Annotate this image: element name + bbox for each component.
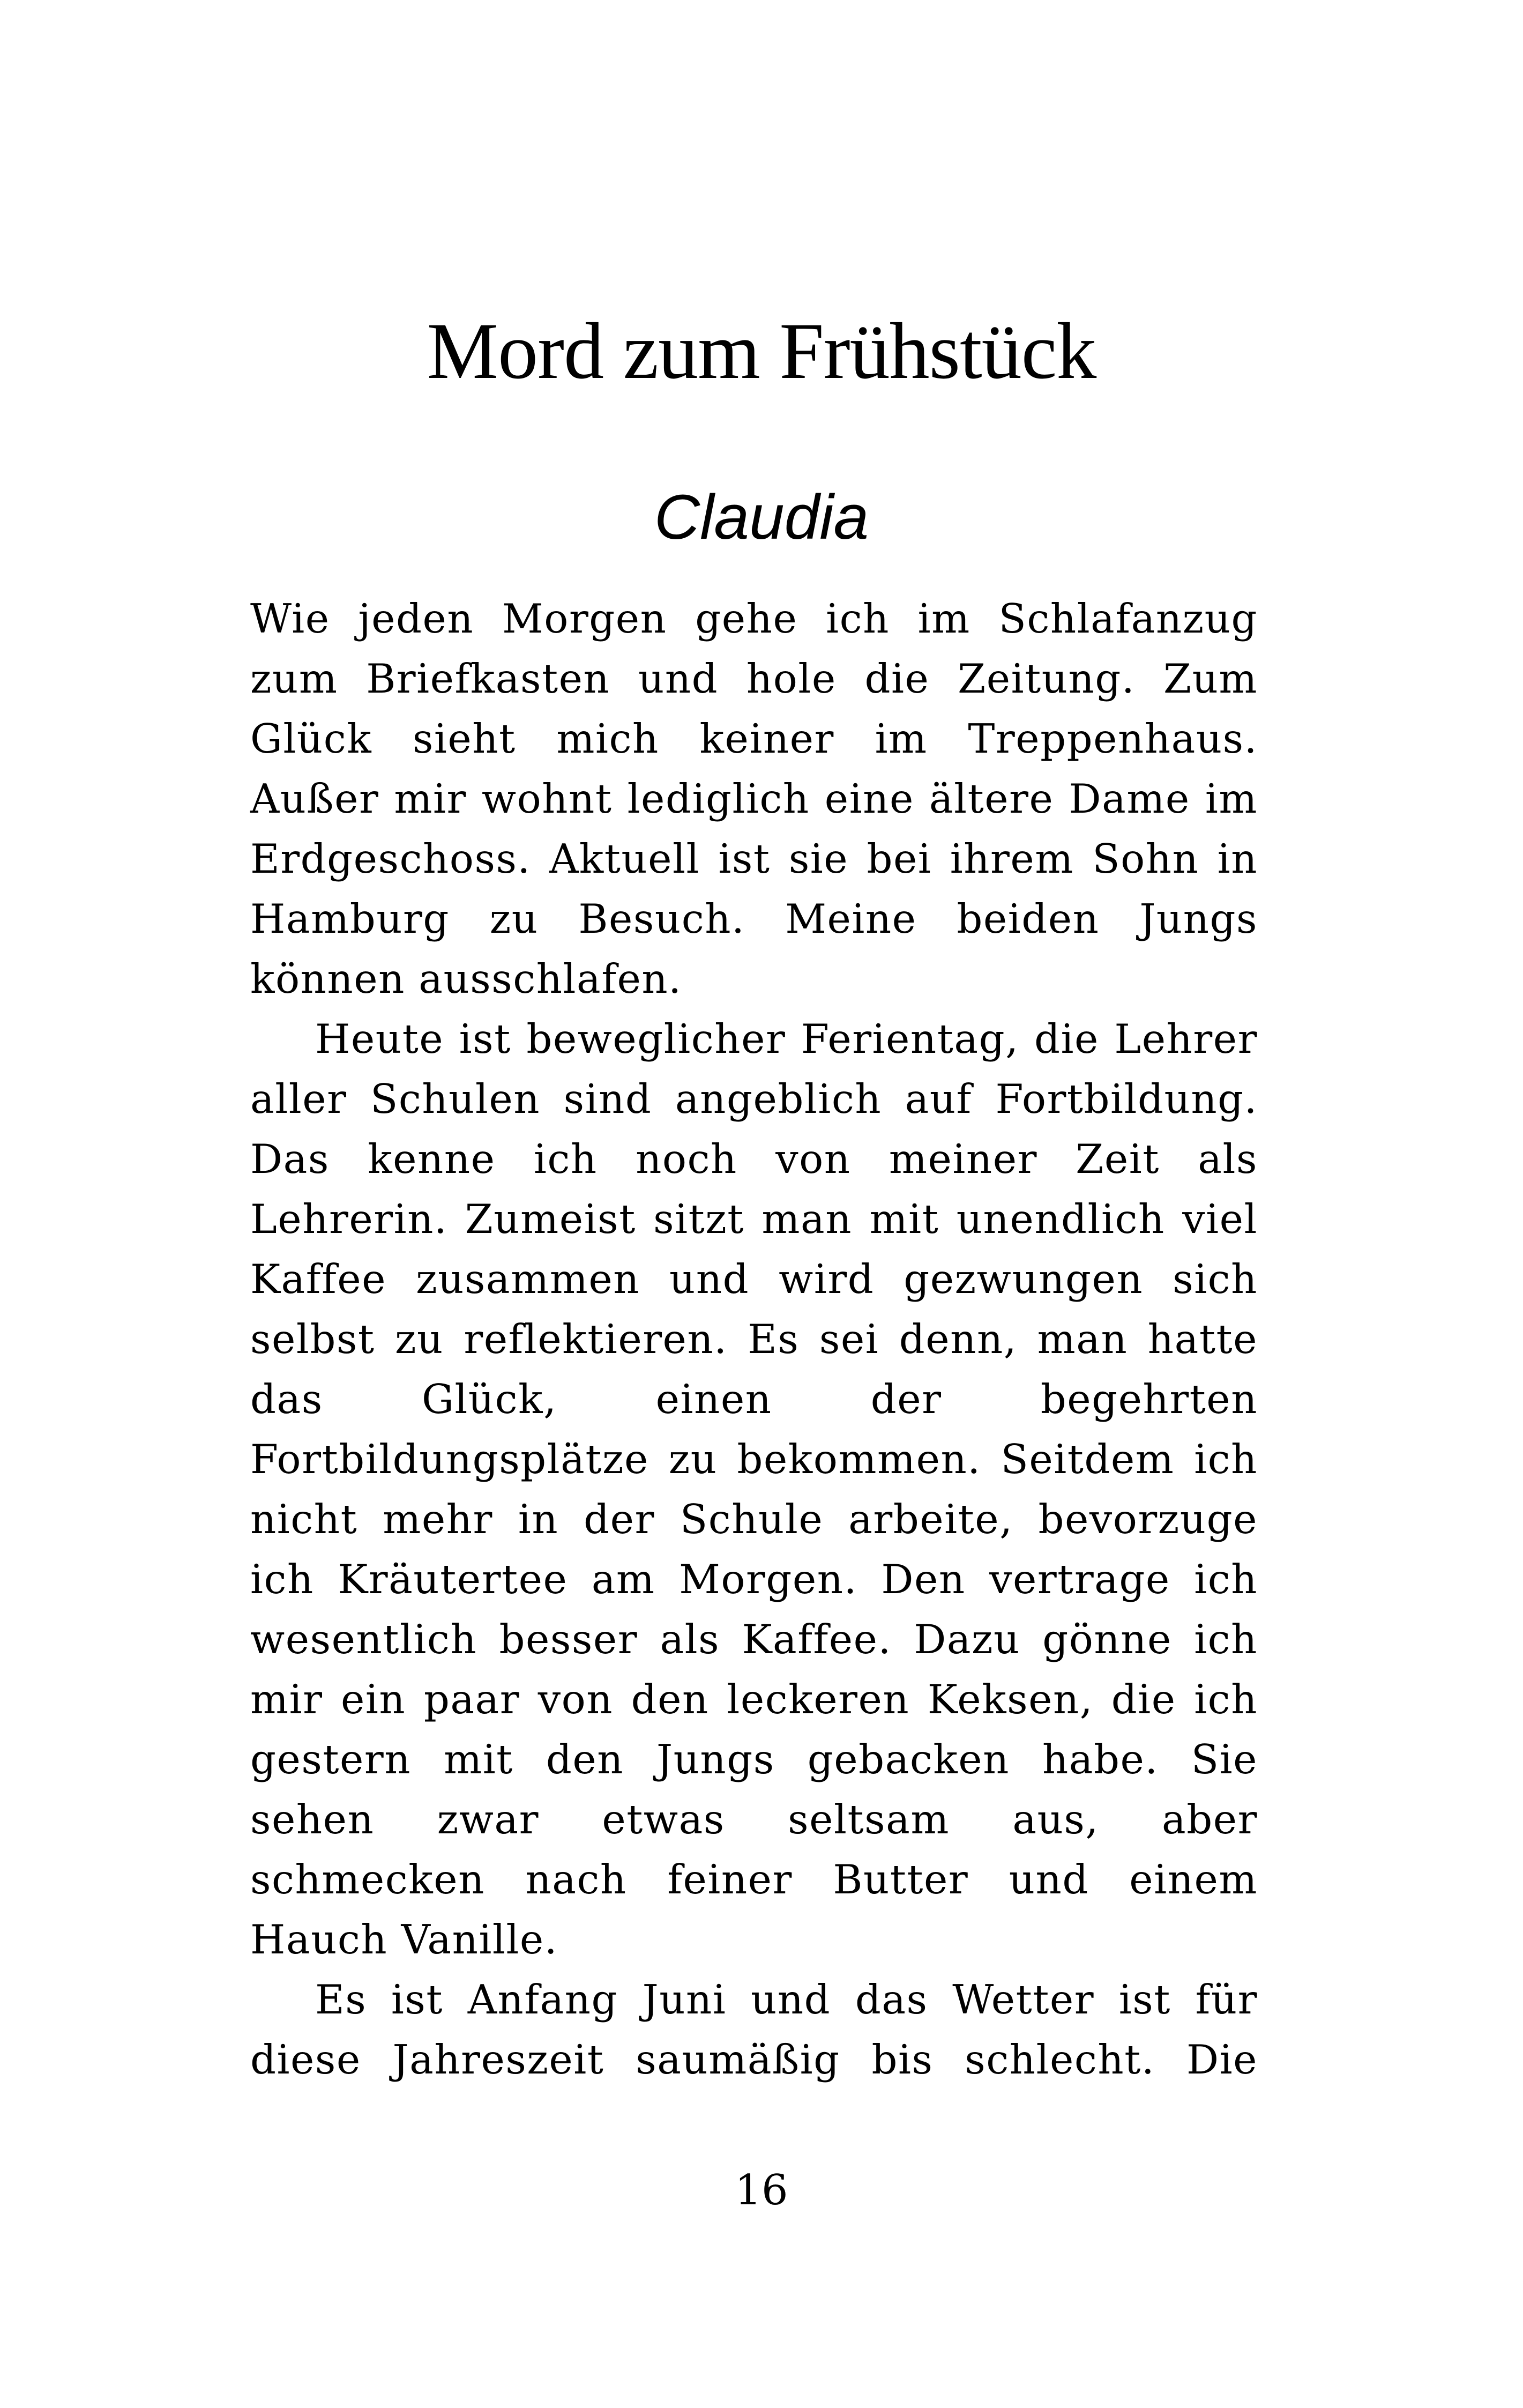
body-text <box>250 589 1258 2090</box>
chapter-heading: Claudia <box>654 482 869 553</box>
paragraph-2: Heute ist beweglicher Ferientag, die Lehrer aller Schulen sind angeblich auf Fortbildung. Das kenne ich noch von meiner Zeit als Lehrerin. Zumeist sitzt man mit unendlich viel Kaffee zusammen und wird gezwungen sich selbst zu reflektieren. Es sei denn, man hatte das Glück, einen der begehrten Fortbildungsplätze zu bekommen. Seitdem ich nicht mehr in der Schule arbeite, bevorzuge ich Kräutertee am Morgen. Den vertrage ich wesentlich besser als Kaffee. Dazu gönne ich mir ein paar von den leckeren Keksen, die ich gestern mit den Jungs gebacken habe. Sie sehen zwar etwas seltsam aus, aber schmecken nach feiner Butter und einem Hauch Vanille. <box>250 1015 1258 1963</box>
paragraph-1: Wie jeden Morgen gehe ich im Schlafanzug zum Briefkasten und hole die Zeitung. Zum Glück sieht mich keiner im Treppenhaus. Außer mir wohnt lediglich eine ältere Dame im Erdgeschoss. Aktuell ist sie bei ihrem Sohn in Hamburg zu Besuch. Meine beiden Jungs können ausschlafen. <box>250 595 1258 1002</box>
paragraph-3: Es ist Anfang Juni und das Wetter ist für diese Jahreszeit saumäßig bis schlecht. Die <box>250 1976 1258 2083</box>
book-title: Mord zum Frühstück <box>427 307 1096 396</box>
page-number: 16 <box>735 2166 788 2214</box>
